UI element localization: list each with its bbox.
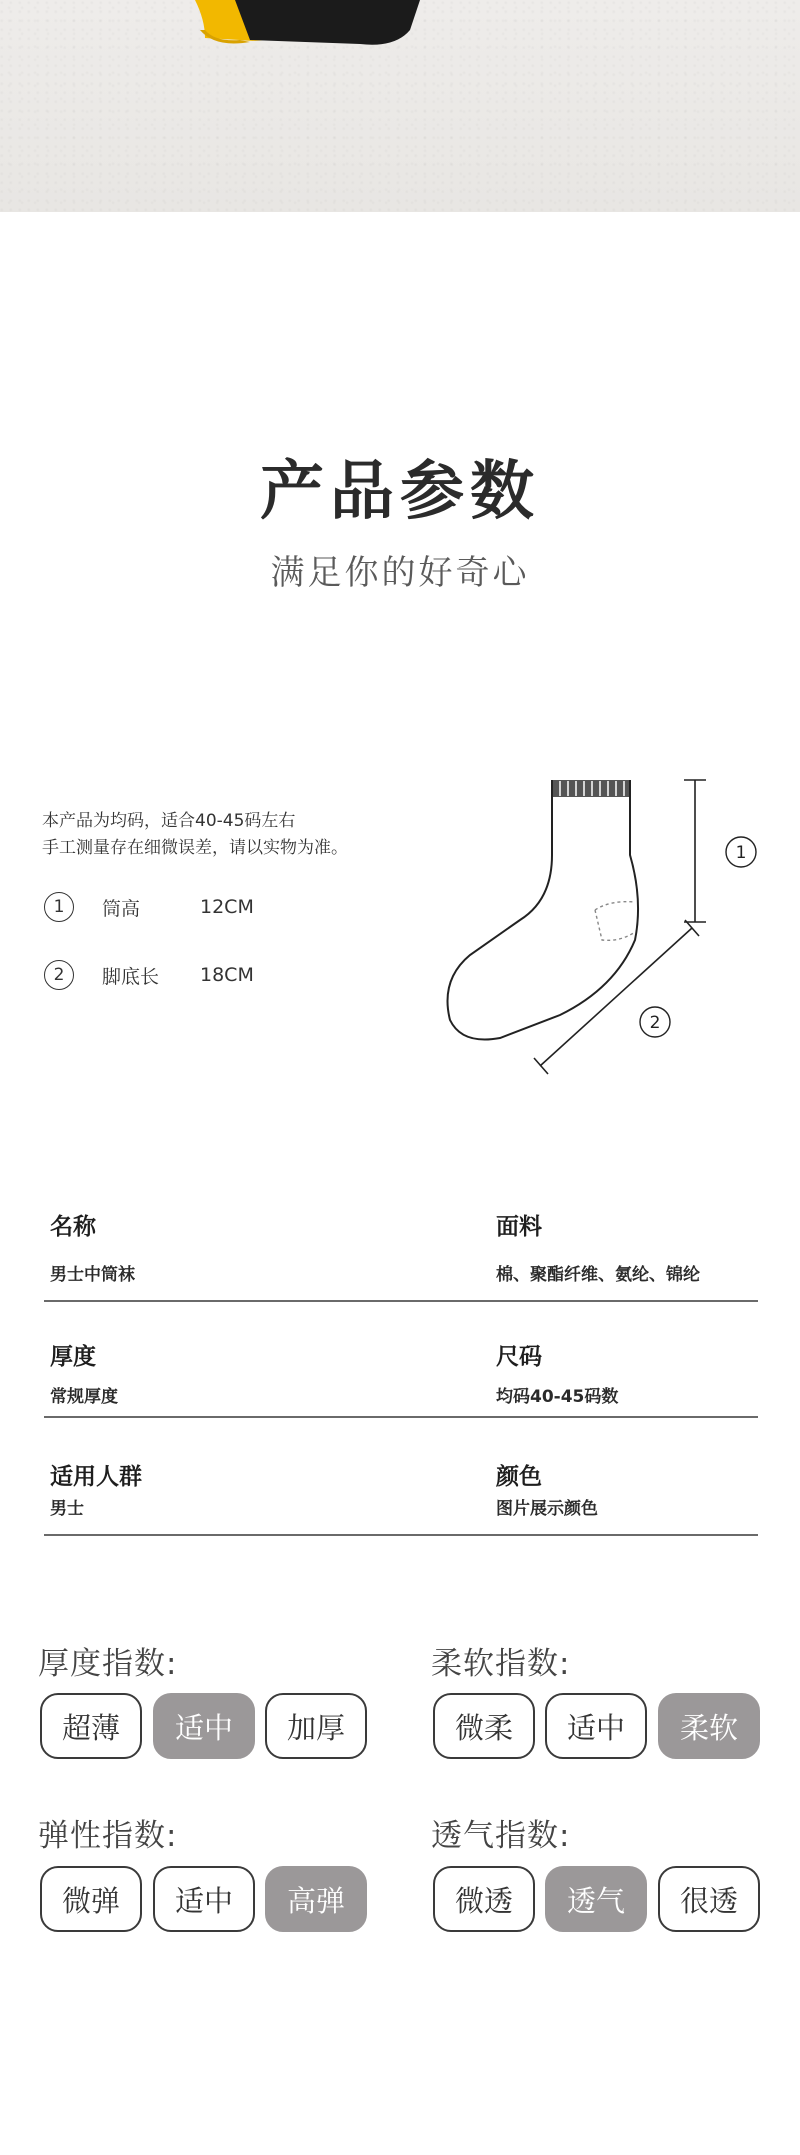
softness-index-title: 柔软指数: — [431, 1646, 571, 1682]
breathability-option-very: 很透 — [658, 1866, 760, 1932]
measurement-value: 12CM — [200, 896, 254, 918]
diagram-marker-2: 2 — [649, 1013, 661, 1033]
divider — [44, 1300, 758, 1302]
elasticity-option-medium: 适中 — [153, 1866, 255, 1932]
page-title: 产品参数 — [260, 455, 540, 529]
sock-photo — [0, 0, 800, 212]
thickness-index-title: 厚度指数: — [38, 1646, 178, 1682]
elasticity-option-high: 高弹 — [265, 1866, 367, 1932]
number-marker: 2 — [44, 960, 74, 990]
diagram-marker-1: 1 — [735, 843, 747, 863]
divider — [44, 1416, 758, 1418]
measurement-name: 筒高 — [102, 897, 141, 920]
spec-value-fabric: 棉、聚酯纤维、氨纶、锦纶 — [496, 1265, 700, 1285]
elasticity-index-title: 弹性指数: — [38, 1818, 178, 1854]
spec-label-name: 名称 — [50, 1214, 96, 1240]
softness-option-medium: 适中 — [545, 1693, 647, 1759]
breathability-index-title: 透气指数: — [431, 1818, 571, 1854]
spec-label-fabric: 面料 — [496, 1214, 542, 1240]
measurement-value: 18CM — [200, 964, 254, 986]
measurement-name: 脚底长 — [102, 965, 160, 988]
spec-label-color: 颜色 — [496, 1464, 542, 1490]
spec-label-thickness: 厚度 — [50, 1344, 96, 1370]
product-photo-band — [0, 0, 800, 212]
spec-value-size: 均码40-45码数 — [496, 1387, 619, 1407]
divider — [44, 1534, 758, 1536]
spec-label-audience: 适用人群 — [50, 1464, 142, 1490]
spec-value-audience: 男士 — [50, 1499, 84, 1519]
size-note-line2: 手工测量存在细微误差，请以实物为准。 — [42, 838, 348, 858]
breathability-option-slight: 微透 — [433, 1866, 535, 1932]
thickness-option-ultrathin: 超薄 — [40, 1693, 142, 1759]
elasticity-option-slight: 微弹 — [40, 1866, 142, 1932]
spec-value-thickness: 常规厚度 — [50, 1387, 118, 1407]
size-note-line1: 本产品为均码，适合40-45码左右 — [42, 811, 296, 831]
spec-label-size: 尺码 — [496, 1344, 542, 1370]
page-subtitle: 满足你的好奇心 — [270, 553, 530, 593]
measurement-row — [44, 958, 254, 992]
sock-size-diagram — [430, 760, 770, 1080]
measurement-row — [44, 890, 254, 924]
thickness-option-thick: 加厚 — [265, 1693, 367, 1759]
number-marker: 1 — [44, 892, 74, 922]
breathability-option-breathable: 透气 — [545, 1866, 647, 1932]
thickness-option-medium: 适中 — [153, 1693, 255, 1759]
softness-option-slight: 微柔 — [433, 1693, 535, 1759]
spec-value-color: 图片展示颜色 — [496, 1499, 598, 1519]
softness-option-soft: 柔软 — [658, 1693, 760, 1759]
spec-value-name: 男士中筒袜 — [50, 1265, 135, 1285]
